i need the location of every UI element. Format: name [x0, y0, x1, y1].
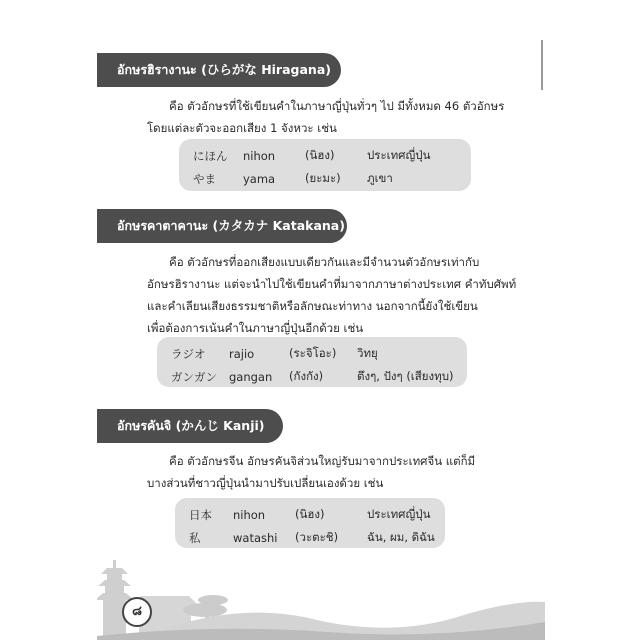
- example-meaning: ประเทศญี่ปุ่น: [367, 147, 431, 162]
- example-reading: (นิฮง): [295, 506, 325, 521]
- example-meaning: ภูเขา: [367, 170, 393, 185]
- example-row: [171, 342, 453, 365]
- example-romaji: nihon: [243, 148, 276, 163]
- example-meaning: ตึงๆ, ปังๆ (เสียงทุบ): [357, 368, 454, 383]
- kanji-header: [97, 409, 283, 443]
- paragraph-line: อักษรฮิรางานะ แต่จะนำไปใช้เขียนคำที่มาจากภาษาต่างประเทศ คำทับศัพท์: [147, 277, 517, 291]
- example-romaji: watashi: [233, 530, 278, 545]
- paragraph-line: คือ ตัวอักษรที่ออกเสียงแบบเดียวกันและมีจำนวนตัวอักษรเท่ากับ: [169, 255, 480, 269]
- example-reading: (กังกัง): [289, 368, 324, 383]
- paragraph-line: คือ ตัวอักษรจีน อักษรคันจิส่วนใหญ่รับมาจากประเทศจีน แต่ก็มี: [169, 454, 476, 468]
- paragraph-line: บางส่วนที่ชาวญี่ปุ่นนำมาปรับเปลี่ยนเองด้วย เช่น: [147, 476, 384, 490]
- example-meaning: ฉัน, ผม, ดิฉัน: [367, 529, 435, 544]
- example-script: 私: [189, 530, 201, 545]
- example-romaji: rajio: [229, 346, 255, 361]
- example-romaji: gangan: [229, 369, 273, 384]
- example-reading: (นิฮง): [305, 147, 335, 162]
- example-row: [193, 144, 430, 167]
- page-edge-line: [541, 40, 543, 90]
- hiragana-header: [97, 53, 341, 87]
- katakana-header-text: อักษรคาตาคานะ (カタカナ Katakana): [117, 218, 345, 233]
- example-script: にほん: [193, 148, 228, 163]
- page-number: ๘: [122, 597, 152, 627]
- katakana-header: [97, 209, 347, 243]
- paragraph-line: เพื่อต้องการเน้นคำในภาษาญี่ปุ่นอีกด้วย เช่น: [147, 321, 364, 335]
- example-script: ラジオ: [171, 346, 206, 361]
- example-row: [171, 365, 453, 388]
- example-script: やま: [193, 171, 216, 186]
- example-row: [193, 167, 430, 190]
- example-romaji: yama: [243, 171, 276, 186]
- paragraph-line: คือ ตัวอักษรที่ใช้เขียนคำในภาษาญี่ปุ่นทั่วๆ ไป มีทั้งหมด 46 ตัวอักษร: [169, 99, 505, 113]
- example-reading: (ระจิโอะ): [289, 345, 337, 360]
- hiragana-paragraph: [147, 95, 505, 139]
- example-meaning: วิทยุ: [357, 345, 378, 360]
- paragraph-line: และคำเลียนเสียงธรรมชาติหรือลักษณะท่าทาง นอกจากนี้ยังใช้เขียน: [147, 299, 478, 313]
- kanji-paragraph: [147, 450, 497, 494]
- example-romaji: nihon: [233, 507, 266, 522]
- example-script: 日本: [189, 507, 212, 522]
- katakana-example-box: [157, 337, 467, 387]
- hiragana-example-table: [193, 144, 430, 190]
- katakana-example-table: [171, 342, 453, 388]
- kanji-header-text: อักษรคันจิ (かんじ Kanji): [117, 418, 265, 433]
- hiragana-header-text: อักษรฮิรางานะ (ひらがな Hiragana): [117, 62, 331, 77]
- example-reading: (วะตะชิ): [295, 529, 339, 544]
- hiragana-example-box: [179, 139, 471, 191]
- example-reading: (ยะมะ): [305, 170, 341, 185]
- example-meaning: ประเทศญี่ปุ่น: [367, 506, 431, 521]
- katakana-paragraph: [147, 251, 517, 339]
- example-script: ガンガン: [171, 369, 217, 384]
- example-row: [189, 503, 435, 526]
- japanese-scenery-illustration: [97, 540, 545, 640]
- paragraph-line: โดยแต่ละตัวจะออกเสียง 1 จังหวะ เช่น: [147, 121, 337, 135]
